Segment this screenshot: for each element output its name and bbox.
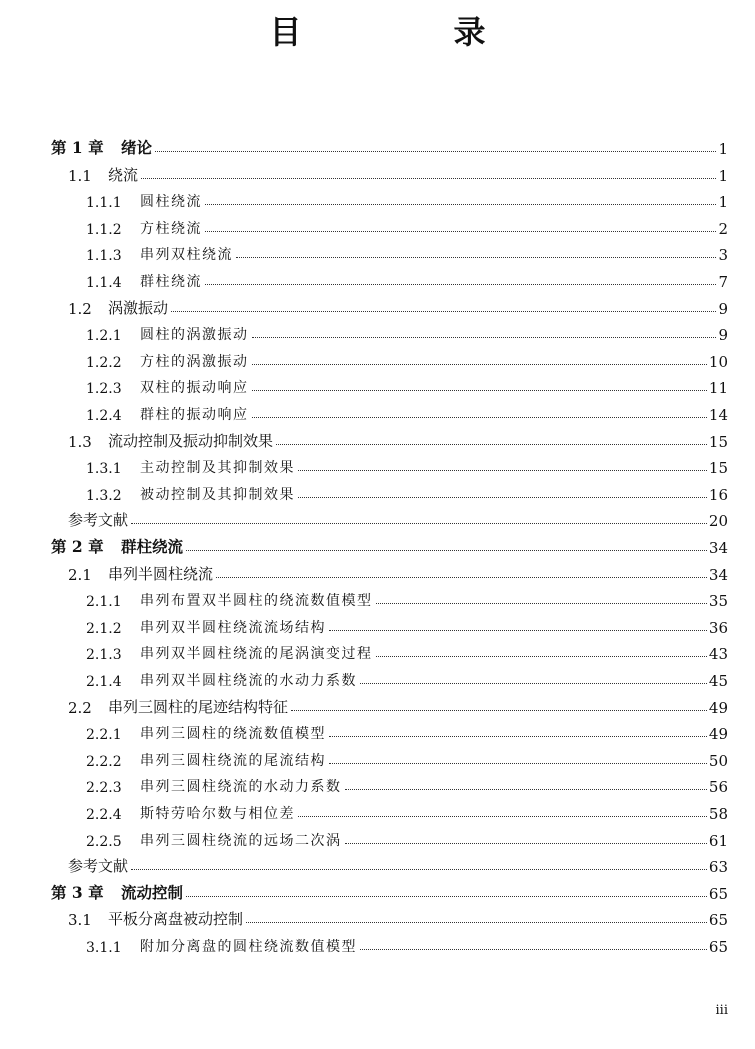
toc-entry-page: 65 — [708, 884, 728, 903]
dot-leader — [345, 843, 707, 844]
toc-entry[interactable] — [86, 320, 728, 344]
toc-entry-number: 1.1.4 — [86, 275, 122, 291]
toc-entry-page: 36 — [708, 618, 728, 637]
toc-entry-number: 第 3 章 — [51, 882, 104, 902]
toc-entry-title: 串列布置双半圆柱的绕流数值模型 — [140, 593, 373, 610]
dot-leader — [329, 736, 707, 737]
toc-entry-title: 串列三圆柱的绕流数值模型 — [140, 726, 326, 743]
toc-entry[interactable] — [68, 161, 728, 185]
toc-entry[interactable] — [86, 240, 728, 264]
toc-entry-page: 49 — [708, 725, 728, 744]
toc-entry-title: 附加分离盘的圆柱绕流数值模型 — [140, 939, 357, 955]
toc-entry-title: 群柱的振动响应 — [140, 407, 249, 423]
toc-entry[interactable] — [86, 772, 728, 796]
dot-leader — [252, 417, 707, 418]
dot-leader — [216, 577, 707, 578]
toc-entry[interactable] — [68, 506, 728, 530]
toc-entry[interactable] — [86, 453, 728, 477]
toc-entry-title: 绪论 — [121, 138, 153, 157]
toc-entry-page: 65 — [708, 938, 728, 956]
toc-entry-page: 1 — [718, 193, 728, 212]
toc-entry[interactable] — [86, 639, 728, 663]
toc-entry-title: 平板分离盘被动控制 — [108, 910, 244, 929]
toc-entry-title: 串列三圆柱绕流的尾流结构 — [140, 752, 326, 769]
toc-entry[interactable] — [86, 214, 728, 238]
toc-entry-number: 2.2.3 — [86, 780, 122, 797]
toc-entry-page: 9 — [718, 326, 728, 345]
toc-entry-title: 群柱绕流 — [121, 537, 184, 556]
toc-entry[interactable] — [86, 746, 728, 770]
toc-entry-title: 被动控制及其抑制效果 — [140, 486, 295, 503]
toc-entry[interactable] — [86, 799, 728, 823]
toc-entry-page: 11 — [708, 379, 728, 398]
toc-entry[interactable] — [86, 613, 728, 637]
toc-entry-title: 群柱绕流 — [140, 274, 202, 290]
toc-entry-number: 1.1 — [68, 166, 92, 185]
toc-entry-page: 35 — [708, 592, 728, 611]
toc-entry-page: 63 — [708, 858, 728, 877]
toc-entry-page: 45 — [708, 672, 728, 690]
toc-entry-page: 2 — [718, 219, 728, 238]
dot-leader — [186, 550, 707, 551]
toc-entry-title: 方柱绕流 — [140, 220, 202, 237]
toc-entry-title: 参考文献 — [68, 511, 129, 530]
toc-entry-page: 16 — [708, 485, 728, 504]
dot-leader — [205, 204, 716, 205]
toc-entry-number: 1.2.1 — [86, 328, 122, 345]
toc-entry-page: 20 — [708, 512, 728, 531]
toc-entry[interactable] — [68, 560, 728, 584]
toc-entry-page: 43 — [708, 645, 728, 664]
dot-leader — [236, 257, 716, 258]
toc-entry[interactable] — [86, 826, 728, 850]
toc-entry[interactable] — [86, 400, 728, 424]
dot-leader — [246, 922, 707, 923]
dot-leader — [171, 311, 716, 312]
toc-entry[interactable] — [51, 879, 728, 903]
toc-entry-page: 7 — [718, 273, 728, 291]
toc-entry-number: 3.1.1 — [86, 940, 122, 956]
toc-entry-number: 1.3 — [68, 432, 92, 451]
dot-leader — [205, 284, 716, 285]
toc-entry-page: 3 — [718, 246, 728, 265]
toc-entry-number: 2.1.2 — [86, 620, 122, 637]
dot-leader — [329, 763, 707, 764]
toc-entry-number: 2.2.2 — [86, 753, 122, 770]
toc-entry-title: 方柱的涡激振动 — [140, 353, 249, 370]
toc-entry[interactable] — [86, 586, 728, 610]
dot-leader — [141, 178, 716, 179]
dot-leader — [252, 364, 707, 365]
page-number: iii — [715, 1003, 728, 1018]
toc-entry-number: 第 2 章 — [51, 537, 104, 556]
toc-entry-number: 1.1.2 — [86, 221, 122, 238]
dot-leader — [298, 470, 707, 471]
toc-entry-page: 1 — [718, 166, 728, 185]
dot-leader — [360, 949, 707, 950]
toc-entry-number: 1.2.4 — [86, 408, 122, 424]
toc-entry-title: 圆柱的涡激振动 — [140, 327, 249, 344]
toc-entry-title: 串列半圆柱绕流 — [108, 564, 214, 583]
toc-entry-title: 串列双半圆柱绕流的尾涡演变过程 — [140, 646, 373, 663]
toc-entry-number: 2.1.1 — [86, 594, 122, 611]
dot-leader — [252, 390, 707, 391]
toc-entry-page: 34 — [708, 565, 728, 584]
toc-entry[interactable] — [86, 480, 728, 504]
toc-entry-page: 50 — [708, 751, 728, 770]
toc-entry-title: 串列三圆柱绕流的水动力系数 — [140, 779, 342, 796]
toc-entry-number: 1.3.2 — [86, 487, 122, 504]
toc-entry[interactable] — [68, 294, 728, 318]
toc-entry-number: 2.2 — [68, 698, 92, 717]
toc-entry-number: 2.1.4 — [86, 674, 122, 690]
toc-entry[interactable] — [86, 373, 728, 397]
toc-entry-title: 流动控制 — [121, 882, 184, 902]
toc-entry[interactable] — [68, 905, 728, 929]
toc-entry[interactable] — [68, 693, 728, 717]
dot-leader — [329, 630, 707, 631]
toc-entry-page: 15 — [708, 459, 728, 478]
toc-entry-page: 56 — [708, 778, 728, 797]
dot-leader — [345, 789, 707, 790]
toc-entry-number: 1.3.1 — [86, 461, 122, 478]
toc-entry-title: 双柱的振动响应 — [140, 380, 249, 397]
toc-entry[interactable] — [86, 347, 728, 371]
dot-leader — [298, 497, 707, 498]
toc-entry[interactable] — [68, 852, 728, 876]
toc-entry[interactable] — [86, 187, 728, 211]
page-title: 目 录 — [269, 13, 546, 51]
toc-entry-page: 49 — [708, 698, 728, 717]
dot-leader — [376, 656, 707, 657]
toc-entry[interactable] — [51, 533, 728, 557]
toc-entry-number: 2.1.3 — [86, 647, 122, 664]
toc-entry[interactable] — [86, 666, 728, 690]
dot-leader — [376, 603, 707, 604]
toc-entry-page: 15 — [708, 432, 728, 451]
toc-entry-page: 10 — [708, 352, 728, 371]
toc-entry-title: 串列双半圆柱绕流的水动力系数 — [140, 673, 357, 689]
toc-entry[interactable] — [86, 719, 728, 743]
toc-entry-number: 2.1 — [68, 565, 92, 584]
toc-entry-number: 1.1.1 — [86, 195, 122, 212]
toc-entry-title: 主动控制及其抑制效果 — [140, 460, 295, 477]
dot-leader — [276, 444, 707, 445]
dot-leader — [131, 523, 707, 524]
toc-entry[interactable] — [68, 427, 728, 451]
dot-leader — [291, 710, 707, 711]
toc-entry-title: 串列三圆柱的尾迹结构特征 — [108, 697, 289, 716]
toc-entry-number: 1.1.3 — [86, 248, 122, 265]
toc-entry-number: 第 1 章 — [51, 138, 104, 157]
toc-entry-title: 圆柱绕流 — [140, 194, 202, 211]
toc-entry-title: 串列双柱绕流 — [140, 247, 233, 264]
dot-leader — [186, 896, 707, 897]
toc-entry-title: 绕流 — [108, 165, 139, 184]
toc-entry-number: 3.1 — [68, 911, 92, 930]
toc-entry-title: 参考文献 — [68, 857, 129, 876]
toc-entry[interactable] — [51, 134, 728, 158]
toc-entry-number: 1.2 — [68, 299, 92, 318]
toc-entry-title: 涡激振动 — [108, 298, 169, 317]
toc-entry-page: 58 — [708, 805, 728, 823]
toc-entry-page: 61 — [708, 831, 728, 850]
toc-entry-page: 65 — [708, 911, 728, 930]
toc-entry-number: 2.2.4 — [86, 807, 122, 823]
toc-entry-title: 流动控制及振动抑制效果 — [108, 431, 274, 450]
toc-entry-title: 斯特劳哈尔数与相位差 — [140, 806, 295, 822]
toc-entry-title: 串列双半圆柱绕流流场结构 — [140, 619, 326, 636]
toc-entry-page: 34 — [708, 539, 728, 557]
toc-entry[interactable] — [86, 267, 728, 291]
toc-entry-number: 1.2.2 — [86, 354, 122, 371]
toc-entry-page: 9 — [718, 299, 728, 318]
dot-leader — [298, 816, 707, 817]
toc-entry-number: 2.2.5 — [86, 833, 122, 850]
toc-entry-title: 串列三圆柱绕流的远场二次涡 — [140, 832, 342, 849]
dot-leader — [252, 337, 717, 338]
toc-entry-number: 2.2.1 — [86, 727, 122, 744]
dot-leader — [131, 869, 707, 870]
dot-leader — [205, 231, 716, 232]
toc-entry-page: 1 — [718, 140, 728, 158]
toc-entry-page: 14 — [708, 406, 728, 424]
toc-entry-number: 1.2.3 — [86, 381, 122, 398]
toc-entry[interactable] — [86, 932, 728, 956]
dot-leader — [360, 683, 707, 684]
dot-leader — [155, 151, 716, 152]
